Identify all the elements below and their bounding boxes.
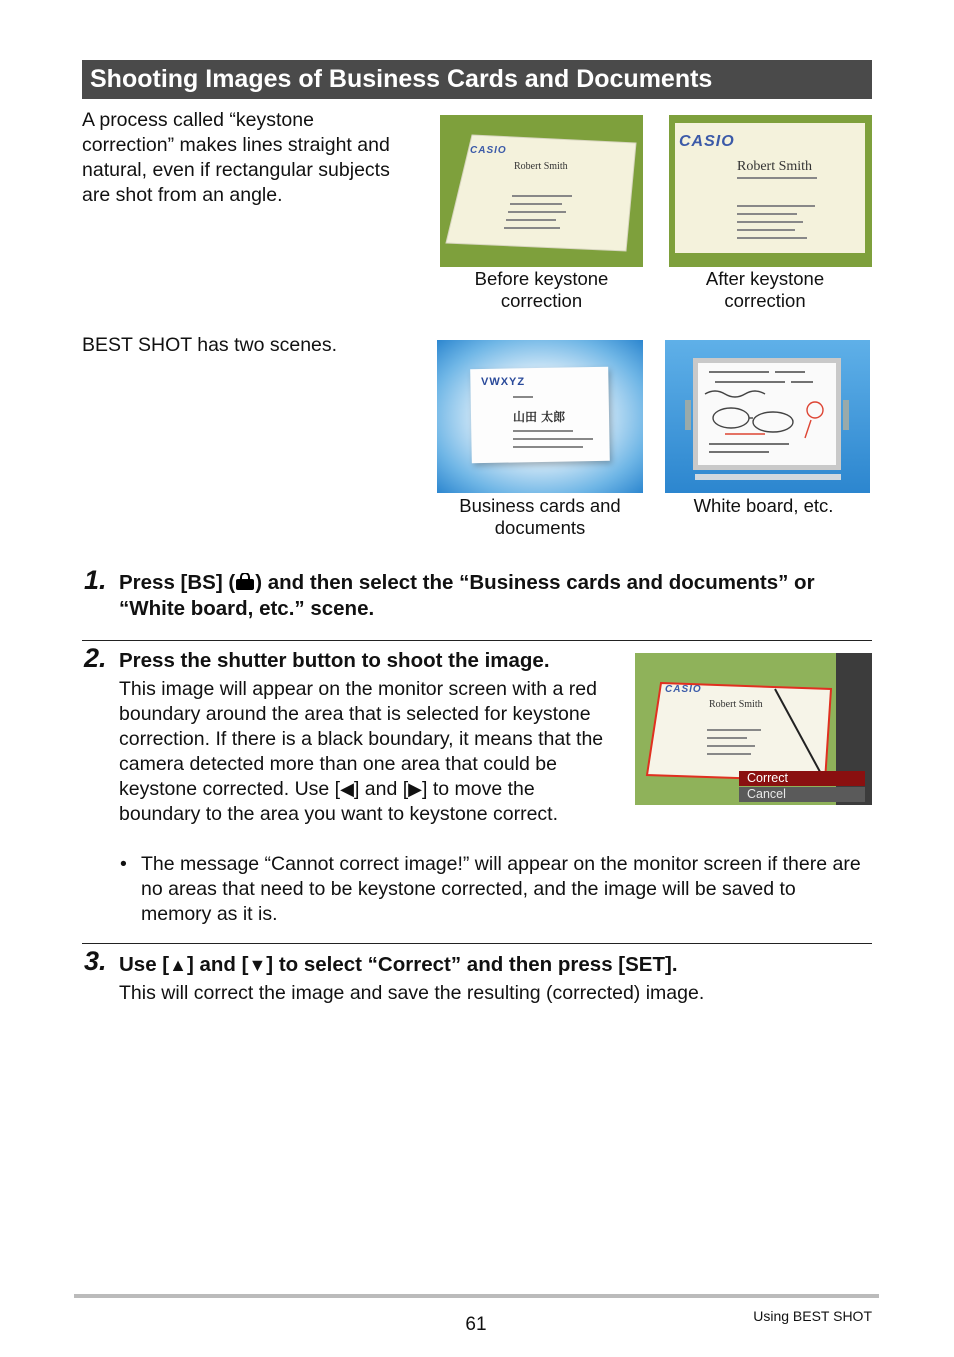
- step-3-heading-text-3: ] to select “Correct” and then press [SET].: [266, 953, 678, 976]
- step-2-number: 2.: [84, 643, 107, 673]
- white-board-scene-caption: White board, etc.: [693, 495, 834, 516]
- monitor-screen-photo: [635, 653, 872, 805]
- step-3-heading-text-1: Use [: [119, 953, 170, 976]
- step-3-number: 3.: [84, 946, 107, 976]
- skewed-card-illustration: [440, 115, 643, 267]
- business-cards-scene-caption: Business cards and documents: [459, 495, 621, 538]
- left-arrow-icon: ◀: [340, 779, 354, 799]
- whiteboard-drawing-illustration: [665, 340, 870, 493]
- step-2-body-text-1: This image will appear on the monitor screen with a red boundary around the area that is selected for keystone correction. If there is a black boundary, it means that the camera detected more than one area that could be keystone corrected. Use [: [119, 678, 604, 800]
- card-name: Robert Smith: [737, 159, 813, 174]
- menu-correct[interactable]: Correct: [739, 771, 865, 786]
- step-3-body: This will correct the image and save the resulting (corrected) image.: [119, 982, 705, 1004]
- step-1-heading-text-2: ) and then select the “Business cards and documents” or “White board, etc.” scene.: [119, 571, 815, 620]
- divider: [82, 943, 872, 944]
- card-name: Robert Smith: [709, 699, 763, 710]
- right-arrow-icon: ▶: [408, 779, 423, 799]
- menu-cancel[interactable]: Cancel: [739, 787, 865, 802]
- step-1-number: 1.: [84, 565, 107, 595]
- card-brand: CASIO: [470, 145, 507, 156]
- up-arrow-icon: ▲: [169, 955, 187, 975]
- step-2-body-text-3: ] to move the boundary to the area you want to keystone correct.: [119, 778, 559, 825]
- step-2-body: [119, 677, 609, 827]
- white-board-scene-photo: [665, 340, 870, 493]
- card-name: 山田 太郎: [513, 410, 566, 424]
- step-3-heading-text-2: ] and [: [186, 953, 249, 976]
- step-2-bullet: The message “Cannot correct image!” will appear on the monitor screen if there are no areas that need to be keystone corrected, and the image will be saved to memory as it is.: [141, 853, 861, 925]
- bs-bag-icon: [235, 573, 255, 591]
- divider: [82, 640, 872, 641]
- scenes-paragraph: BEST SHOT has two scenes.: [82, 334, 338, 356]
- before-keystone-caption: Before keystone correction: [474, 268, 609, 311]
- before-keystone-photo: [440, 115, 643, 267]
- step-2-body-text-2: ] and [: [353, 778, 409, 800]
- bullet-marker: •: [120, 853, 127, 875]
- section-title: Shooting Images of Business Cards and Documents: [82, 60, 872, 99]
- card-brand: VWXYZ: [481, 376, 526, 388]
- after-keystone-caption: After keystone correction: [705, 268, 825, 311]
- footer-section-name: Using BEST SHOT: [753, 1308, 872, 1324]
- page-number: 61: [465, 1314, 487, 1335]
- step-3-heading: [119, 952, 869, 978]
- step-2-heading: Press the shutter button to shoot the image.: [119, 649, 550, 672]
- card-name: Robert Smith: [514, 161, 568, 172]
- footer-rule: [74, 1294, 879, 1298]
- step-1-heading-text-1: Press [BS] (: [119, 571, 236, 594]
- intro-paragraph: A process called “keystone correction” makes lines straight and natural, even if rectangular subjects are shot from an angle.: [82, 109, 390, 206]
- card-brand: CASIO: [665, 684, 702, 695]
- card-brand: CASIO: [679, 133, 735, 150]
- down-arrow-icon: ▼: [248, 955, 267, 975]
- step-1-heading: [119, 570, 869, 622]
- after-keystone-photo: [669, 115, 872, 267]
- business-cards-scene-photo: [437, 340, 643, 493]
